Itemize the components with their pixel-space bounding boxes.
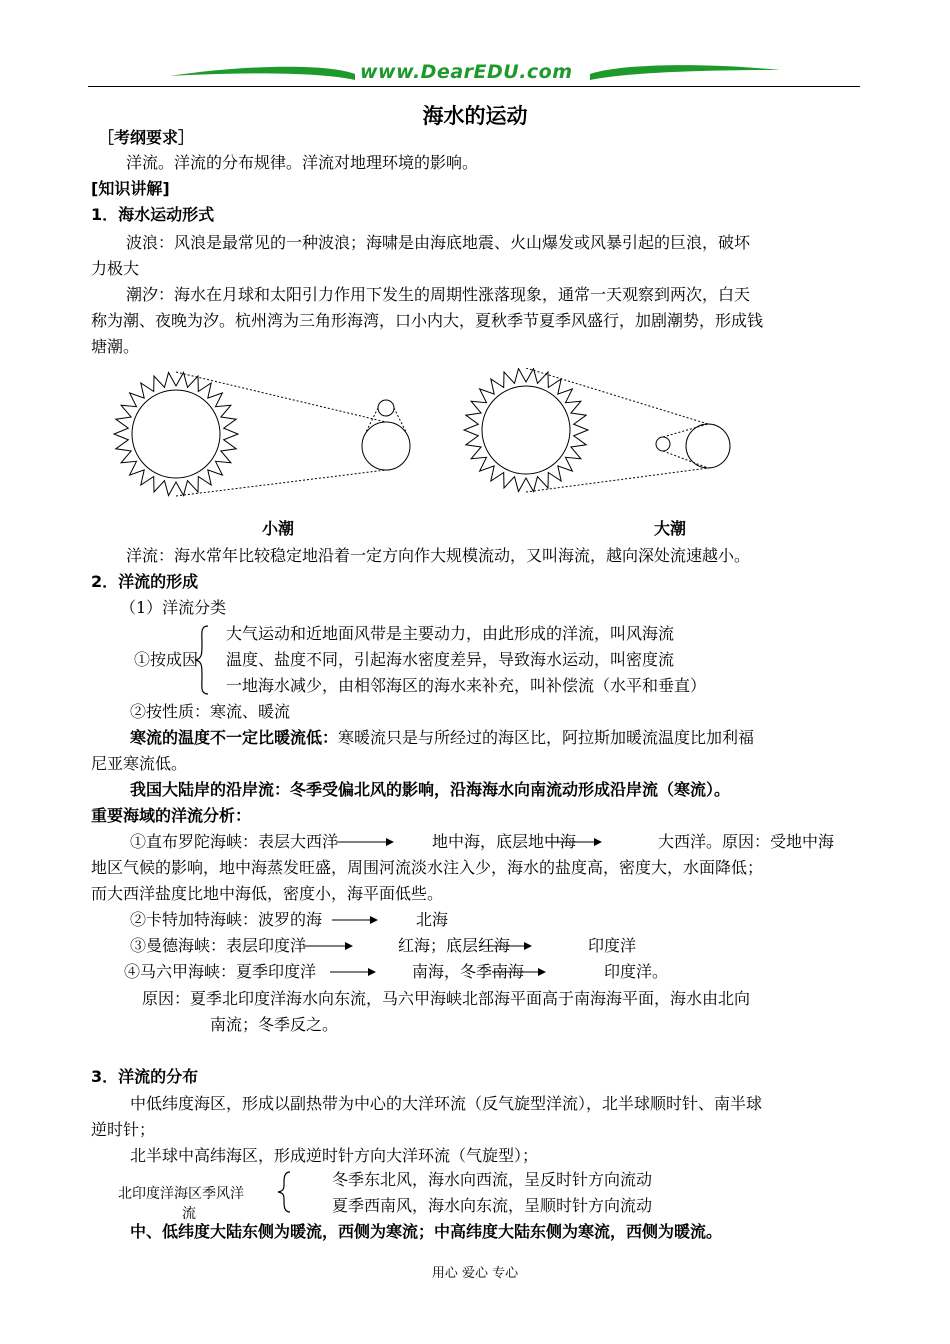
sun-icon <box>114 373 238 496</box>
coastal-current: 我国大陆岸的沿岸流：冬季受偏北风的影响，沿海海水向南流动形成沿岸流（寒流）。 <box>130 780 731 799</box>
tide-diagram <box>110 368 750 508</box>
fig-label-big-tide: 大潮 <box>654 519 687 538</box>
cold-current-line-1 <box>130 727 754 749</box>
monsoon-label-2: 流 <box>182 1206 196 1222</box>
mandeb-part-c: 印度洋 <box>588 936 637 955</box>
knowledge-tag: [知识讲解] <box>91 179 170 198</box>
current-definition: 洋流：海水常年比较稳定地沿着一定方向作大规模流动，又叫海流，越向深处流速越小。 <box>126 546 751 565</box>
cause-item-1: 大气运动和近地面风带是主要动力，由此形成的洋流，叫风海流 <box>226 624 675 643</box>
arrow-right-icon <box>492 966 546 978</box>
sun-icon <box>464 369 588 492</box>
reason-line-2: 南流；冬季反之。 <box>210 1015 339 1034</box>
arrow-right-icon <box>480 940 532 952</box>
kattegat-part-b: 北海 <box>416 910 449 929</box>
distribution-line-3: 北半球中高纬海区，形成逆时针方向大洋环流（气旋型）； <box>130 1146 539 1165</box>
earth-icon <box>362 422 410 470</box>
fig-label-small-tide: 小潮 <box>262 519 295 538</box>
monsoon-label-1: 北印度洋海区季风洋 <box>118 1186 244 1202</box>
gibraltar-line-3: 而大西洋盐度比地中海低，密度小，海平面低些。 <box>91 884 444 903</box>
earth-icon <box>686 424 730 468</box>
arrow-right-icon <box>330 966 376 978</box>
kattegat-part-a: ②卡特加特海峡：波罗的海 <box>130 910 323 929</box>
cold-current-line-2: 尼亚寒流低。 <box>91 754 188 773</box>
moon-icon <box>378 400 394 416</box>
subheading-classification: （1）洋流分类 <box>120 598 227 617</box>
gibraltar-part-a: ①直布罗陀海峡：表层大西洋 <box>130 832 339 851</box>
tide-text-1: 潮汐：海水在月球和太阳引力作用下发生的周期性涨落现象，通常一天观察到两次，白天 <box>126 285 751 304</box>
arrow-right-icon <box>546 836 602 848</box>
gibraltar-part-c: 大西洋。原因：受地中海 <box>658 832 835 851</box>
site-logo <box>170 60 780 88</box>
reason-line-1: 原因：夏季北印度洋海水向东流，马六甲海峡北部海平面高于南海海平面，海水由北向 <box>142 989 751 1008</box>
wave-text-2: 力极大 <box>91 259 140 278</box>
mandeb-part-a: ③曼德海峡：表层印度洋 <box>130 936 307 955</box>
section-heading-2: 2．洋流的形成 <box>91 572 199 591</box>
cold-current-rest: 寒暖流只是与所经过的海区比，阿拉斯加暖流温度比加利福 <box>338 728 755 747</box>
monsoon-summer: 夏季西南风，海水向东流，呈顺时针方向流动 <box>332 1196 653 1215</box>
moon-icon <box>656 437 670 451</box>
distribution-line-2: 逆时针； <box>91 1120 156 1139</box>
small-tide-diagram <box>114 372 410 496</box>
key-seas-heading: 重要海域的洋流分析： <box>91 806 252 825</box>
by-cause-label: ①按成因 <box>134 650 199 669</box>
cold-current-bold: 寒流的温度不一定比暖流低： <box>130 728 339 747</box>
tide-text-3: 塘潮。 <box>91 337 140 356</box>
header-rule <box>88 86 860 87</box>
arrow-right-icon <box>332 914 378 926</box>
big-tide-diagram <box>464 368 730 492</box>
monsoon-winter: 冬季东北风，海水向西流，呈反时针方向流动 <box>332 1170 653 1189</box>
section-heading-3: 3．洋流的分布 <box>91 1067 199 1086</box>
mandeb-part-b: 红海；底层红海 <box>398 936 511 955</box>
cause-item-3: 一地海水减少，由相邻海区的海水来补充，叫补偿流（水平和垂直） <box>226 676 707 695</box>
requirements-text: 洋流。洋流的分布规律。洋流对地理环境的影响。 <box>126 153 479 172</box>
sun-inner-circle <box>132 390 220 478</box>
malacca-part-c: 印度洋。 <box>604 962 669 981</box>
cause-item-2: 温度、盐度不同，引起海水密度差异，导致海水运动，叫密度流 <box>226 650 675 669</box>
requirements-tag: ［考纲要求］ <box>98 128 195 147</box>
malacca-part-b: 南海，冬季南海 <box>412 962 525 981</box>
final-summary: 中、低纬度大陆东侧为暖流，西侧为寒流；中高纬度大陆东侧为寒流，西侧为暖流。 <box>130 1222 723 1241</box>
brace-icon <box>194 624 210 696</box>
distribution-line-1: 中低纬度海区，形成以副热带为中心的大洋环流（反气旋型洋流），北半球顺时针、南半球 <box>130 1094 763 1113</box>
brace-icon <box>276 1170 292 1214</box>
gibraltar-part-b: 地中海，底层地中海 <box>432 832 577 851</box>
tide-text-2: 称为潮、夜晚为汐。杭州湾为三角形海湾，口小内大，夏秋季节夏季风盛行，加剧潮势，形成钱 <box>91 311 764 330</box>
page-footer: 用心 爱心 专心 <box>431 1266 519 1281</box>
gibraltar-line-2: 地区气候的影响，地中海蒸发旺盛，周围河流淡水注入少，海水的盐度高，密度大，水面降低； <box>91 858 764 877</box>
by-nature: ②按性质：寒流、暖流 <box>130 702 291 721</box>
section-heading-1: 1．海水运动形式 <box>91 205 215 224</box>
arrow-right-icon <box>303 940 353 952</box>
sun-inner-circle <box>482 386 570 474</box>
malacca-part-a: ④马六甲海峡：夏季印度洋 <box>124 962 317 981</box>
wave-text-1: 波浪：风浪是最常见的一种波浪；海啸是由海底地震、火山爆发或风暴引起的巨浪，破坏 <box>126 233 751 252</box>
page-title: 海水的运动 <box>422 104 528 128</box>
arrow-right-icon <box>336 836 394 848</box>
logo-text: www.DearEDU.com <box>360 61 573 83</box>
